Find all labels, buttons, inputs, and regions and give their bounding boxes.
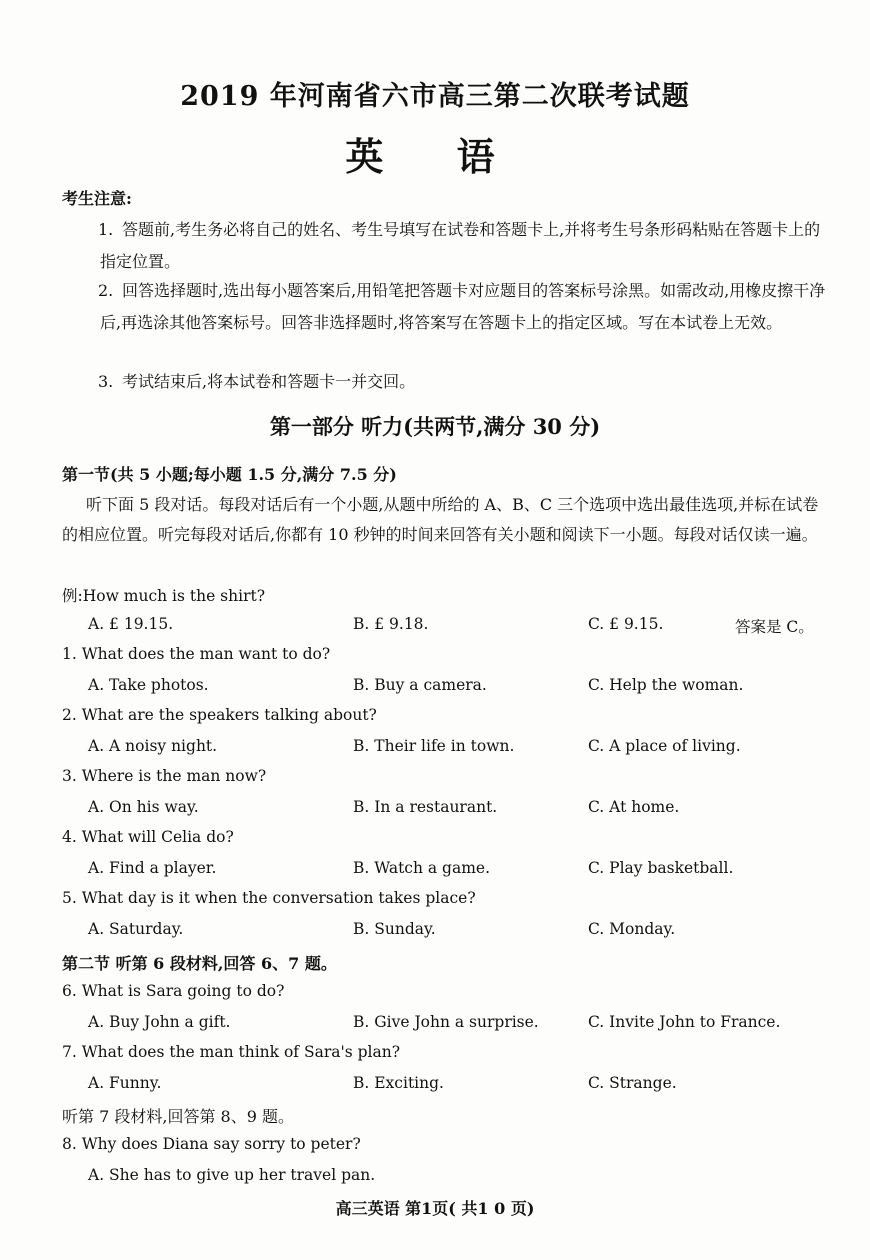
notice-item-text: 考试结束后,将本试卷和答题卡一并交回。: [122, 372, 416, 391]
q3-option-a: A. On his way.: [88, 798, 199, 816]
notice-item: [100, 275, 835, 339]
question-3: 3. Where is the man now?: [62, 767, 267, 785]
q3-option-c: C. At home.: [588, 798, 680, 816]
example-option-c: C. £ 9.15.: [588, 615, 664, 633]
q3-option-b: B. In a restaurant.: [353, 798, 498, 816]
q2-option-c: C. A place of living.: [588, 737, 741, 755]
subject-title: 英 语: [345, 134, 525, 179]
question-5: 5. What day is it when the conversation takes place?: [62, 889, 476, 907]
q5-option-a: A. Saturday.: [88, 920, 184, 938]
q7-option-b: B. Exciting.: [353, 1074, 444, 1092]
page-footer: 高三英语 第1页( 共1 0 页): [335, 1199, 535, 1218]
section1-instructions: 听下面 5 段对话。每段对话后有一个小题,从题中所给的 A、B、C 三个选项中选出最佳选项,并标在试卷的相应位置。听完每段对话后,你都有 10 秒钟的时间来回答有关小题和阅读下一小题。每段对话仅读一遍。: [62, 495, 819, 544]
q4-option-c: C. Play basketball.: [588, 859, 734, 877]
q6-option-a: A. Buy John a gift.: [88, 1013, 231, 1031]
notice-item-number: 1.: [98, 220, 114, 239]
q2-option-a: A. A noisy night.: [88, 737, 218, 755]
q8-option-a: A. She has to give up her travel pan.: [88, 1166, 376, 1184]
notice-item-text: 答题前,考生务必将自己的姓名、考生号填写在试卷和答题卡上,并将考生号条形码粘贴在答题卡上的指定位置。: [100, 220, 821, 271]
question-2: 2. What are the speakers talking about?: [62, 706, 377, 724]
question-7: 7. What does the man think of Sara's plan?: [62, 1043, 401, 1061]
material-7-heading: 听第 7 段材料,回答第 8、9 题。: [62, 1107, 294, 1126]
q5-option-b: B. Sunday.: [353, 920, 436, 938]
notice-item-number: 2.: [98, 281, 114, 300]
q5-option-c: C. Monday.: [588, 920, 676, 938]
section2-heading: 第二节 听第 6 段材料,回答 6、7 题。: [62, 954, 337, 973]
section1-heading: 第一节(共 5 小题;每小题 1.5 分,满分 7.5 分): [62, 465, 397, 484]
q7-option-a: A. Funny.: [88, 1074, 162, 1092]
question-4: 4. What will Celia do?: [62, 828, 234, 846]
example-answer: 答案是 C。: [735, 618, 814, 636]
example-option-b: B. £ 9.18.: [353, 615, 429, 633]
notice-item-text: 回答选择题时,选出每小题答案后,用铅笔把答题卡对应题目的答案标号涂黑。如需改动,用橡皮擦干净后,再选涂其他答案标号。回答非选择题时,将答案写在答题卡上的指定区域。写在本试卷上无效。: [100, 281, 826, 332]
example-question: 例:How much is the shirt?: [62, 587, 266, 605]
notice-item: [100, 214, 835, 278]
q6-option-b: B. Give John a surprise.: [353, 1013, 539, 1031]
example-option-a: A. £ 19.15.: [88, 615, 174, 633]
notice-item: [100, 366, 835, 398]
part1-heading: 第一部分 听力(共两节,满分 30 分): [269, 414, 601, 439]
q4-option-b: B. Watch a game.: [353, 859, 491, 877]
question-6: 6. What is Sara going to do?: [62, 982, 285, 1000]
q1-option-c: C. Help the woman.: [588, 676, 744, 694]
q2-option-b: B. Their life in town.: [353, 737, 515, 755]
question-1: 1. What does the man want to do?: [62, 645, 331, 663]
exam-title: 2019 年河南省六市高三第二次联考试题: [180, 81, 690, 112]
notice-item-number: 3.: [98, 372, 114, 391]
q4-option-a: A. Find a player.: [88, 859, 217, 877]
notice-heading: 考生注意:: [62, 189, 132, 208]
q1-option-b: B. Buy a camera.: [353, 676, 487, 694]
question-8: 8. Why does Diana say sorry to peter?: [62, 1135, 361, 1153]
q7-option-c: C. Strange.: [588, 1074, 677, 1092]
q1-option-a: A. Take photos.: [88, 676, 209, 694]
q6-option-c: C. Invite John to France.: [588, 1013, 781, 1031]
